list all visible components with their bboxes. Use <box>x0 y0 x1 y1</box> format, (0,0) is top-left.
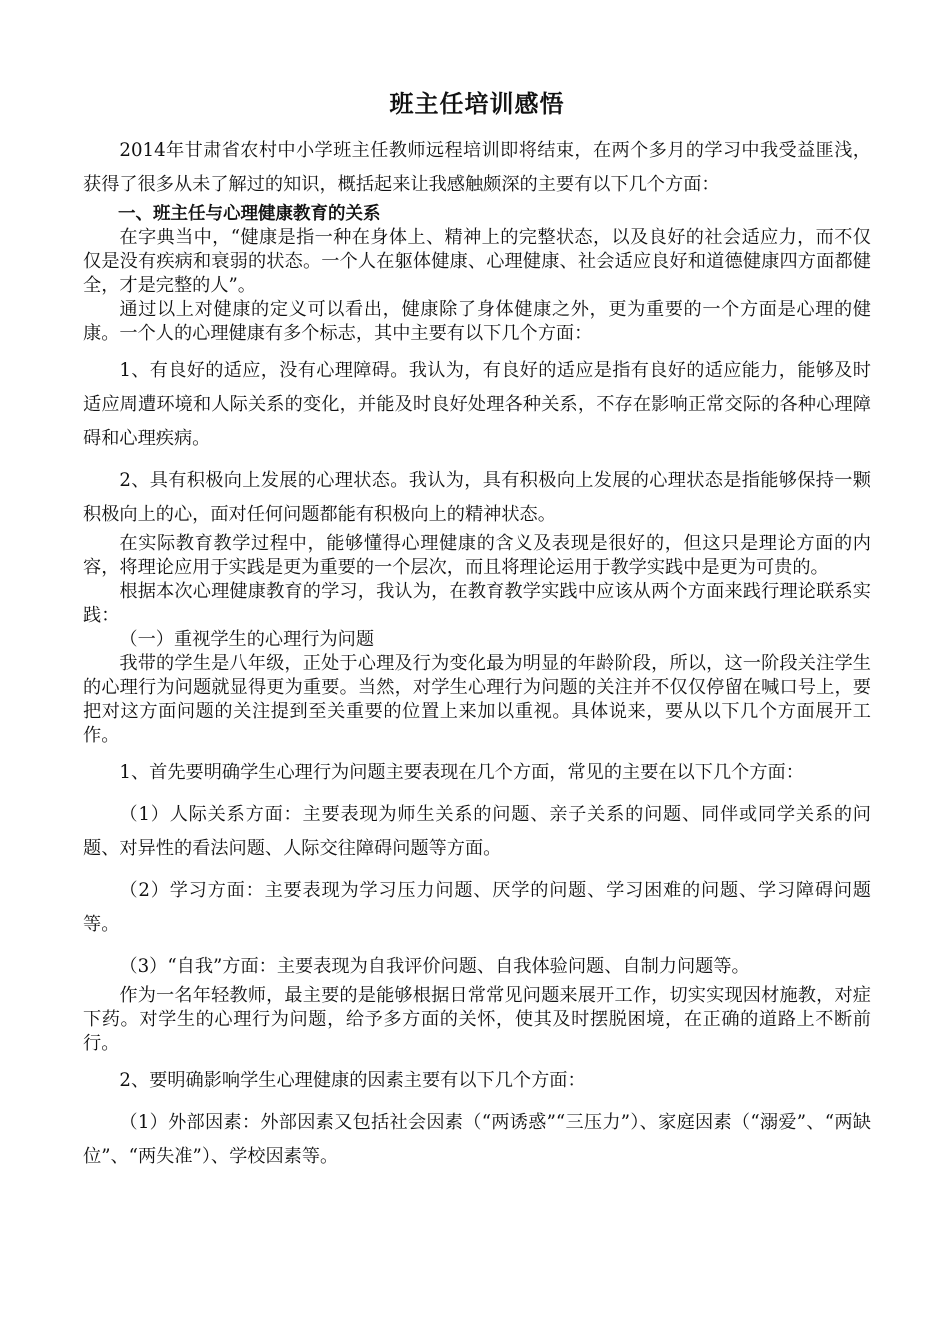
body-paragraph: 我带的学生是八年级，正处于心理及行为变化最为明显的年龄阶段，所以，这一阶段关注学生的心理行为问题就显得更为重要。当然，对学生心理行为问题的关注并不仅仅停留在喊口号上，要把对这方面问题的关注提到至关重要的位置上来加以重视。具体说来，要从以下几个方面展开工作。 <box>83 653 871 746</box>
body-paragraph: 在字典当中，“健康是指一种在身体上、精神上的完整状态，以及良好的社会适应力，而不仅仅是没有疾病和衰弱的状态。一个人在躯体健康、心理健康、社会适应良好和道德健康四方面都健全，才是完整的人”。 <box>83 227 871 296</box>
list-item-paragraph: （1）人际关系方面：主要表现为师生关系的问题、亲子关系的问题、同伴或同学关系的问题、对异性的看法问题、人际交往障碍问题等方面。 <box>83 804 871 859</box>
list-item-paragraph: （1）外部因素：外部因素又包括社会因素（“两诱惑”“三压力”）、家庭因素（“溺爱”、“两缺位”、“两失准”）、学校因素等。 <box>83 1112 871 1167</box>
list-item-paragraph: 1、首先要明确学生心理行为问题主要表现在几个方面，常见的主要在以下几个方面： <box>119 762 804 783</box>
intro-paragraph: 2014年甘肃省农村中小学班主任教师远程培训即将结束，在两个多月的学习中我受益匪浅，获得了很多从未了解过的知识，概括起来让我感触颇深的主要有以下几个方面： <box>83 140 871 195</box>
body-paragraph: 作为一名年轻教师，最主要的是能够根据日常常见问题来展开工作，切实实现因材施教，对症下药。对学生的心理行为问题，给予多方面的关怀，使其及时摆脱困境，在正确的道路上不断前行。 <box>83 985 871 1054</box>
body-paragraph: 通过以上对健康的定义可以看出，健康除了身体健康之外，更为重要的一个方面是心理的健康。一个人的心理健康有多个标志，其中主要有以下几个方面： <box>83 299 871 344</box>
document-page <box>83 86 871 1174</box>
list-item-paragraph: 2、具有积极向上发展的心理状态。我认为，具有积极向上发展的心理状态是指能够保持一颗积极向上的心，面对任何问题都能有积极向上的精神状态。 <box>83 470 871 525</box>
subsection-heading: （一）重视学生的心理行为问题 <box>119 629 375 650</box>
body-paragraph: 根据本次心理健康教育的学习，我认为，在教育教学实践中应该从两个方面来践行理论联系实践： <box>83 581 871 626</box>
list-item-paragraph: 1、有良好的适应，没有心理障碍。我认为，有良好的适应是指有良好的适应能力，能够及时适应周遭环境和人际关系的变化，并能及时良好处理各种关系，不存在影响正常交际的各种心理障碍和心理疾病。 <box>83 360 871 449</box>
body-paragraph: 在实际教育教学过程中，能够懂得心理健康的含义及表现是很好的，但这只是理论方面的内容，将理论应用于实践是更为重要的一个层次，而且将理论运用于教学实践中是更为可贵的。 <box>83 533 871 578</box>
document-title: 班主任培训感悟 <box>389 90 565 118</box>
list-item-paragraph: （2）学习方面：主要表现为学习压力问题、厌学的问题、学习困难的问题、学习障碍问题等。 <box>83 880 871 935</box>
section-heading-1: 一、班主任与心理健康教育的关系 <box>118 204 381 224</box>
list-item-paragraph: 2、要明确影响学生心理健康的因素主要有以下几个方面： <box>119 1070 586 1091</box>
list-item-paragraph: （3）“自我”方面：主要表现为自我评价问题、自我体验问题、自制力问题等。 <box>119 956 750 977</box>
